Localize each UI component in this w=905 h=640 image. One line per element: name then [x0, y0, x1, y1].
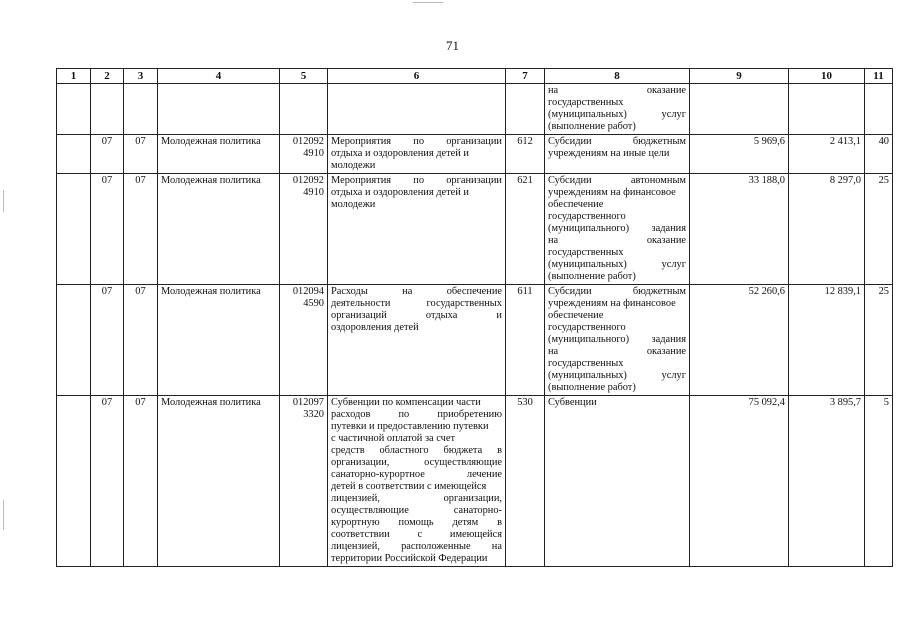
scan-artifact	[3, 190, 4, 212]
cell-col-10	[789, 84, 865, 135]
cell-col-4: Молодежная политика	[158, 285, 280, 396]
cell-col-5	[280, 84, 328, 135]
cell-col-11: 5	[865, 396, 893, 567]
word: (муниципального)	[548, 223, 630, 234]
word: расположенные	[401, 541, 471, 552]
word: курортную	[331, 517, 380, 528]
page-number: 71	[446, 38, 459, 53]
word: (муниципальных)	[548, 370, 627, 381]
text-line	[548, 322, 686, 334]
cell-col-10: 12 839,1	[789, 285, 865, 396]
cell-col-3: 07	[124, 135, 158, 174]
text-line	[331, 310, 502, 322]
word: обеспечение	[446, 286, 502, 297]
word: организации	[446, 136, 502, 147]
word: Мероприятия	[331, 136, 392, 147]
word: оказание	[646, 346, 686, 357]
word: по	[413, 175, 425, 186]
text-line	[331, 505, 502, 517]
word: санаторно-курортное	[331, 469, 425, 480]
word: Субвенции по компенсации части	[331, 397, 481, 408]
text-line	[548, 334, 686, 346]
cell-col-9: 5 969,6	[690, 135, 789, 174]
cell-col-1	[57, 174, 91, 285]
cell-col-6	[328, 396, 506, 567]
scan-artifact	[413, 2, 443, 3]
cell-col-2	[91, 84, 124, 135]
word: территории Российской Федерации	[331, 553, 488, 564]
text-line	[331, 541, 502, 553]
text-line	[548, 211, 686, 223]
word: Субсидии	[548, 175, 592, 186]
text-line	[331, 469, 502, 481]
text-line	[331, 160, 502, 172]
text-line	[548, 121, 686, 133]
word: детей в соответствии с имеющейся	[331, 481, 487, 492]
word: задания	[651, 334, 686, 345]
budget-table	[56, 68, 893, 567]
word: бюджетным	[632, 286, 686, 297]
cell-col-9: 52 260,6	[690, 285, 789, 396]
word: на	[402, 286, 413, 297]
cell-col-3: 07	[124, 285, 158, 396]
cell-col-9: 33 188,0	[690, 174, 789, 285]
table-row	[57, 84, 893, 135]
word: осуществляющие	[331, 505, 409, 516]
column-header: 2	[91, 69, 124, 84]
text-line	[548, 187, 686, 199]
word: на	[548, 346, 559, 357]
cell-col-7: 612	[506, 135, 545, 174]
text-line	[548, 199, 686, 211]
cell-col-7: 611	[506, 285, 545, 396]
column-header: 8	[545, 69, 690, 84]
cell-col-5	[280, 174, 328, 285]
text-line	[548, 175, 686, 187]
word: и	[496, 310, 502, 321]
table-header-row	[57, 69, 893, 84]
word: оказание	[646, 235, 686, 246]
column-header: 6	[328, 69, 506, 84]
word: учреждениям на финансовое	[548, 298, 676, 309]
cell-col-1	[57, 135, 91, 174]
text-line	[548, 97, 686, 109]
cell-col-7	[506, 84, 545, 135]
text-line	[548, 247, 686, 259]
word: государственного	[548, 322, 626, 333]
text-line	[548, 259, 686, 271]
word: путевки и предоставлению путевки	[331, 421, 489, 432]
text-line	[331, 493, 502, 505]
column-header: 9	[690, 69, 789, 84]
cell-col-4: Молодежная политика	[158, 135, 280, 174]
cell-col-2: 07	[91, 285, 124, 396]
word: государственных	[548, 97, 624, 108]
cell-col-5	[280, 285, 328, 396]
word: Мероприятия	[331, 175, 392, 186]
cell-col-1	[57, 84, 91, 135]
word: лечение	[466, 469, 502, 480]
word: соответствии	[331, 529, 390, 540]
text-line	[331, 322, 502, 334]
word: государственных	[548, 247, 624, 258]
word: лицензией,	[331, 493, 380, 504]
column-header: 3	[124, 69, 158, 84]
word: услуг	[661, 370, 686, 381]
word: областного	[379, 445, 429, 456]
word: (выполнение работ)	[548, 382, 636, 393]
word: (выполнение работ)	[548, 121, 636, 132]
word: государственных	[426, 298, 502, 309]
text-line	[548, 109, 686, 121]
word: (муниципальных)	[548, 109, 627, 120]
word: приобретению	[437, 409, 502, 420]
cell-col-7: 621	[506, 174, 545, 285]
cell-col-6	[328, 285, 506, 396]
word: санаторно-	[453, 505, 502, 516]
cell-col-11: 25	[865, 174, 893, 285]
code-line: 012097	[292, 397, 324, 408]
word: по	[413, 136, 425, 147]
word: государственного	[548, 211, 626, 222]
table-row	[57, 174, 893, 285]
table-row	[57, 135, 893, 174]
text-line	[331, 136, 502, 148]
text-line	[331, 187, 502, 199]
column-header: 5	[280, 69, 328, 84]
cell-col-11	[865, 84, 893, 135]
word: в	[497, 445, 502, 456]
code-line: 012092	[292, 136, 324, 147]
word: организации,	[331, 457, 390, 468]
word: (муниципальных)	[548, 259, 627, 270]
text-line	[331, 457, 502, 469]
text-line	[331, 481, 502, 493]
cell-col-10: 3 895,7	[789, 396, 865, 567]
cell-col-9	[690, 84, 789, 135]
text-line	[331, 517, 502, 529]
text-line	[331, 445, 502, 457]
text-line	[331, 286, 502, 298]
word: задания	[651, 223, 686, 234]
text-line	[548, 136, 686, 148]
code-line: 012094	[292, 286, 324, 297]
column-header: 11	[865, 69, 893, 84]
cell-col-1	[57, 285, 91, 396]
text-line	[548, 235, 686, 247]
word: детям	[452, 517, 479, 528]
text-line	[331, 397, 502, 409]
cell-col-11: 40	[865, 135, 893, 174]
word: в	[497, 517, 502, 528]
word: расходов	[331, 409, 371, 420]
cell-col-2: 07	[91, 396, 124, 567]
word: средств	[331, 445, 365, 456]
text-line	[548, 358, 686, 370]
text-line	[331, 148, 502, 160]
word: Субсидии	[548, 136, 592, 147]
cell-col-5	[280, 396, 328, 567]
cell-col-5	[280, 135, 328, 174]
cell-col-11: 25	[865, 285, 893, 396]
text-line	[331, 175, 502, 187]
cell-col-8	[545, 84, 690, 135]
text-line	[548, 310, 686, 322]
scan-artifact	[3, 500, 4, 530]
word: молодежи	[331, 199, 376, 210]
cell-col-8	[545, 174, 690, 285]
code-line: 012092	[292, 175, 324, 186]
text-line	[331, 433, 502, 445]
word: оздоровления детей	[331, 322, 419, 333]
word: отдыха и оздоровления детей и	[331, 187, 469, 198]
cell-col-4	[158, 84, 280, 135]
text-line	[548, 346, 686, 358]
cell-col-6	[328, 84, 506, 135]
word: организации	[446, 175, 502, 186]
column-header: 7	[506, 69, 545, 84]
word: организаций	[331, 310, 387, 321]
cell-col-3: 07	[124, 174, 158, 285]
cell-col-6	[328, 135, 506, 174]
word: Субвенции	[548, 397, 597, 408]
word: учреждениям на иные цели	[548, 148, 670, 159]
word: услуг	[661, 259, 686, 270]
table-row	[57, 396, 893, 567]
word: с частичной оплатой за счет	[331, 433, 456, 444]
cell-col-8	[545, 285, 690, 396]
cell-col-8	[545, 135, 690, 174]
text-line	[548, 382, 686, 394]
cell-col-10: 2 413,1	[789, 135, 865, 174]
word: услуг	[661, 109, 686, 120]
word: бюджета	[443, 445, 483, 456]
text-line	[548, 271, 686, 283]
cell-col-1	[57, 396, 91, 567]
code-line: 4590	[303, 298, 324, 309]
word: Субсидии	[548, 286, 592, 297]
word: учреждениям на финансовое	[548, 187, 676, 198]
cell-col-3: 07	[124, 396, 158, 567]
text-line	[548, 370, 686, 382]
cell-col-9: 75 092,4	[690, 396, 789, 567]
cell-col-6	[328, 174, 506, 285]
word: обеспечение	[548, 199, 604, 210]
cell-col-8	[545, 396, 690, 567]
text-line	[548, 148, 686, 160]
word: на	[491, 541, 502, 552]
word: оказание	[646, 85, 686, 96]
cell-col-3	[124, 84, 158, 135]
word: автономным	[630, 175, 686, 186]
word: деятельности	[331, 298, 391, 309]
code-line: 3320	[303, 409, 324, 420]
text-line	[548, 298, 686, 310]
cell-col-4: Молодежная политика	[158, 396, 280, 567]
text-line	[548, 223, 686, 235]
text-line	[548, 286, 686, 298]
word: бюджетным	[632, 136, 686, 147]
word: осуществляющие	[424, 457, 502, 468]
code-line: 4910	[303, 148, 324, 159]
text-line	[331, 529, 502, 541]
column-header: 4	[158, 69, 280, 84]
text-line	[331, 421, 502, 433]
word: Расходы	[331, 286, 368, 297]
word: лицензией,	[331, 541, 380, 552]
text-line	[331, 298, 502, 310]
word: организации,	[443, 493, 502, 504]
word: отдыха	[425, 310, 458, 321]
cell-col-4: Молодежная политика	[158, 174, 280, 285]
column-header: 1	[57, 69, 91, 84]
word: с	[417, 529, 423, 540]
word: помощь	[398, 517, 434, 528]
cell-col-7: 530	[506, 396, 545, 567]
table-body	[57, 84, 893, 567]
word: обеспечение	[548, 310, 604, 321]
word: (выполнение работ)	[548, 271, 636, 282]
text-line	[331, 199, 502, 211]
word: на	[548, 85, 559, 96]
cell-col-2: 07	[91, 135, 124, 174]
text-line	[548, 397, 686, 409]
cell-col-10: 8 297,0	[789, 174, 865, 285]
text-line	[548, 85, 686, 97]
word: отдыха и оздоровления детей и	[331, 148, 469, 159]
word: молодежи	[331, 160, 376, 171]
cell-col-2: 07	[91, 174, 124, 285]
text-line	[331, 409, 502, 421]
code-line: 4910	[303, 187, 324, 198]
word: на	[548, 235, 559, 246]
text-line	[331, 553, 502, 565]
table-row	[57, 285, 893, 396]
word: по	[398, 409, 410, 420]
column-header: 10	[789, 69, 865, 84]
word: (муниципального)	[548, 334, 630, 345]
word: государственных	[548, 358, 624, 369]
word: имеющейся	[449, 529, 502, 540]
